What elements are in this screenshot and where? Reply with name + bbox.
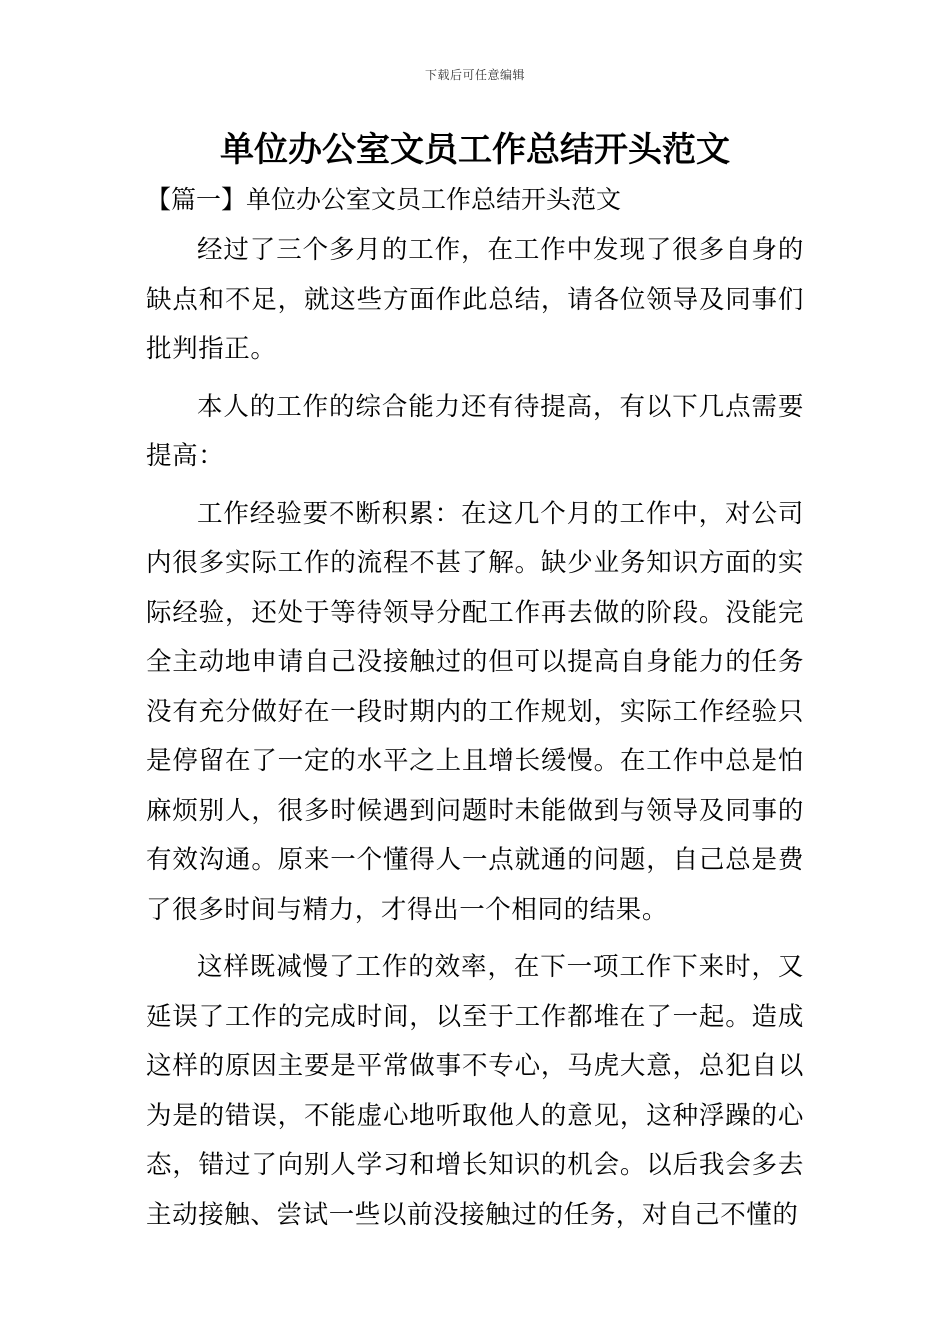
document-title: 单位办公室文员工作总结开头范文: [220, 130, 730, 170]
header-note: 下载后可任意编辑: [424, 68, 525, 82]
document-body: [146, 226, 804, 1248]
paragraph: 经过了三个多月的工作，在工作中发现了很多自身的缺点和不足，就这些方面作此总结，请各位领导及同事们批判指正。: [146, 235, 804, 364]
paragraph: 工作经验要不断积累：在这几个月的工作中，对公司内很多实际工作的流程不甚了解。缺少业务知识方面的实际经验，还处于等待领导分配工作再去做的阶段。没能完全主动地申请自己没接触过的但可以提高自身能力的任务没有充分做好在一段时期内的工作规划，实际工作经验只是停留在了一定的水平之上且增长缓慢。在工作中总是怕麻烦别人，很多时候遇到问题时未能做到与领导及同事的有效沟通。原来一个懂得人一点就通的问题，自己总是费了很多时间与精力，才得出一个相同的结果。: [146, 498, 804, 925]
paragraph: 这样既减慢了工作的效率，在下一项工作下来时，又延误了工作的完成时间，以至于工作都堆在了一起。造成这样的原因主要是平常做事不专心，马虎大意，总犯自以为是的错误，不能虚心地听取他人的意见，这种浮躁的心态，错过了向别人学习和增长知识的机会。以后我会多去主动接触、尝试一些以前没接触过的任务，对自己不懂的: [146, 952, 804, 1230]
paragraph: 本人的工作的综合能力还有待提高，有以下几点需要提高：: [146, 391, 804, 471]
section-heading: 【篇一】单位办公室文员工作总结开头范文: [146, 185, 622, 214]
